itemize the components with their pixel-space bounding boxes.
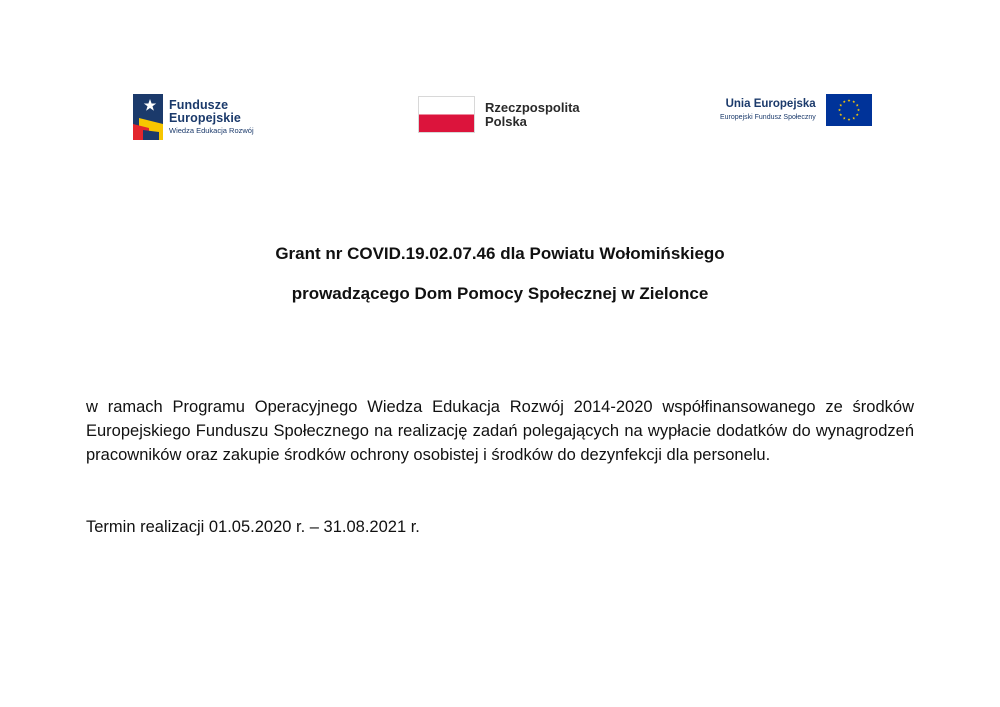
ue-text-block: [720, 98, 816, 121]
ue-name: Unia Europejska: [725, 98, 816, 111]
eu-flag-icon: [826, 94, 872, 126]
unia-europejska-logo: [720, 94, 872, 126]
fundusze-europejskie-icon: [133, 94, 163, 140]
rp-name-line1: Rzeczpospolita: [485, 99, 580, 115]
polish-flag-icon: [418, 96, 475, 133]
completion-date-paragraph: Termin realizacji 01.05.2020 r. – 31.08.2021 r.: [86, 518, 420, 536]
fundusze-europejskie-logo: [133, 94, 254, 140]
fe-program-name: Wiedza Edukacja Rozwój: [169, 126, 254, 136]
fe-name-line1: Fundusze: [169, 98, 229, 113]
logo-bar: [0, 90, 1000, 150]
rp-name-line2: Polska: [485, 113, 527, 129]
document-title-line2: prowadzącego Dom Pomocy Społecznej w Zielonce: [291, 284, 709, 303]
ue-fund-name: Europejski Fundusz Społeczny: [720, 113, 816, 121]
rp-text-block: [485, 101, 580, 128]
rzeczpospolita-polska-logo: [418, 96, 580, 133]
fe-text-block: [169, 99, 254, 135]
fe-name-line2: Europejskie: [169, 110, 241, 125]
body-paragraph: w ramach Programu Operacyjnego Wiedza Edukacja Rozwój 2014-2020 współfinansowanego ze środków Europejskiego Funduszu Społecznego na realizację zadań polegających na wypłacie dodatków do wynagrodzeń pracowników oraz zakupie środków ochrony osobistej i środków do dezynfekcji dla personelu.: [86, 398, 914, 464]
document-title-line1: Grant nr COVID.19.02.07.46 dla Powiatu Wołomińskiego: [275, 244, 725, 263]
